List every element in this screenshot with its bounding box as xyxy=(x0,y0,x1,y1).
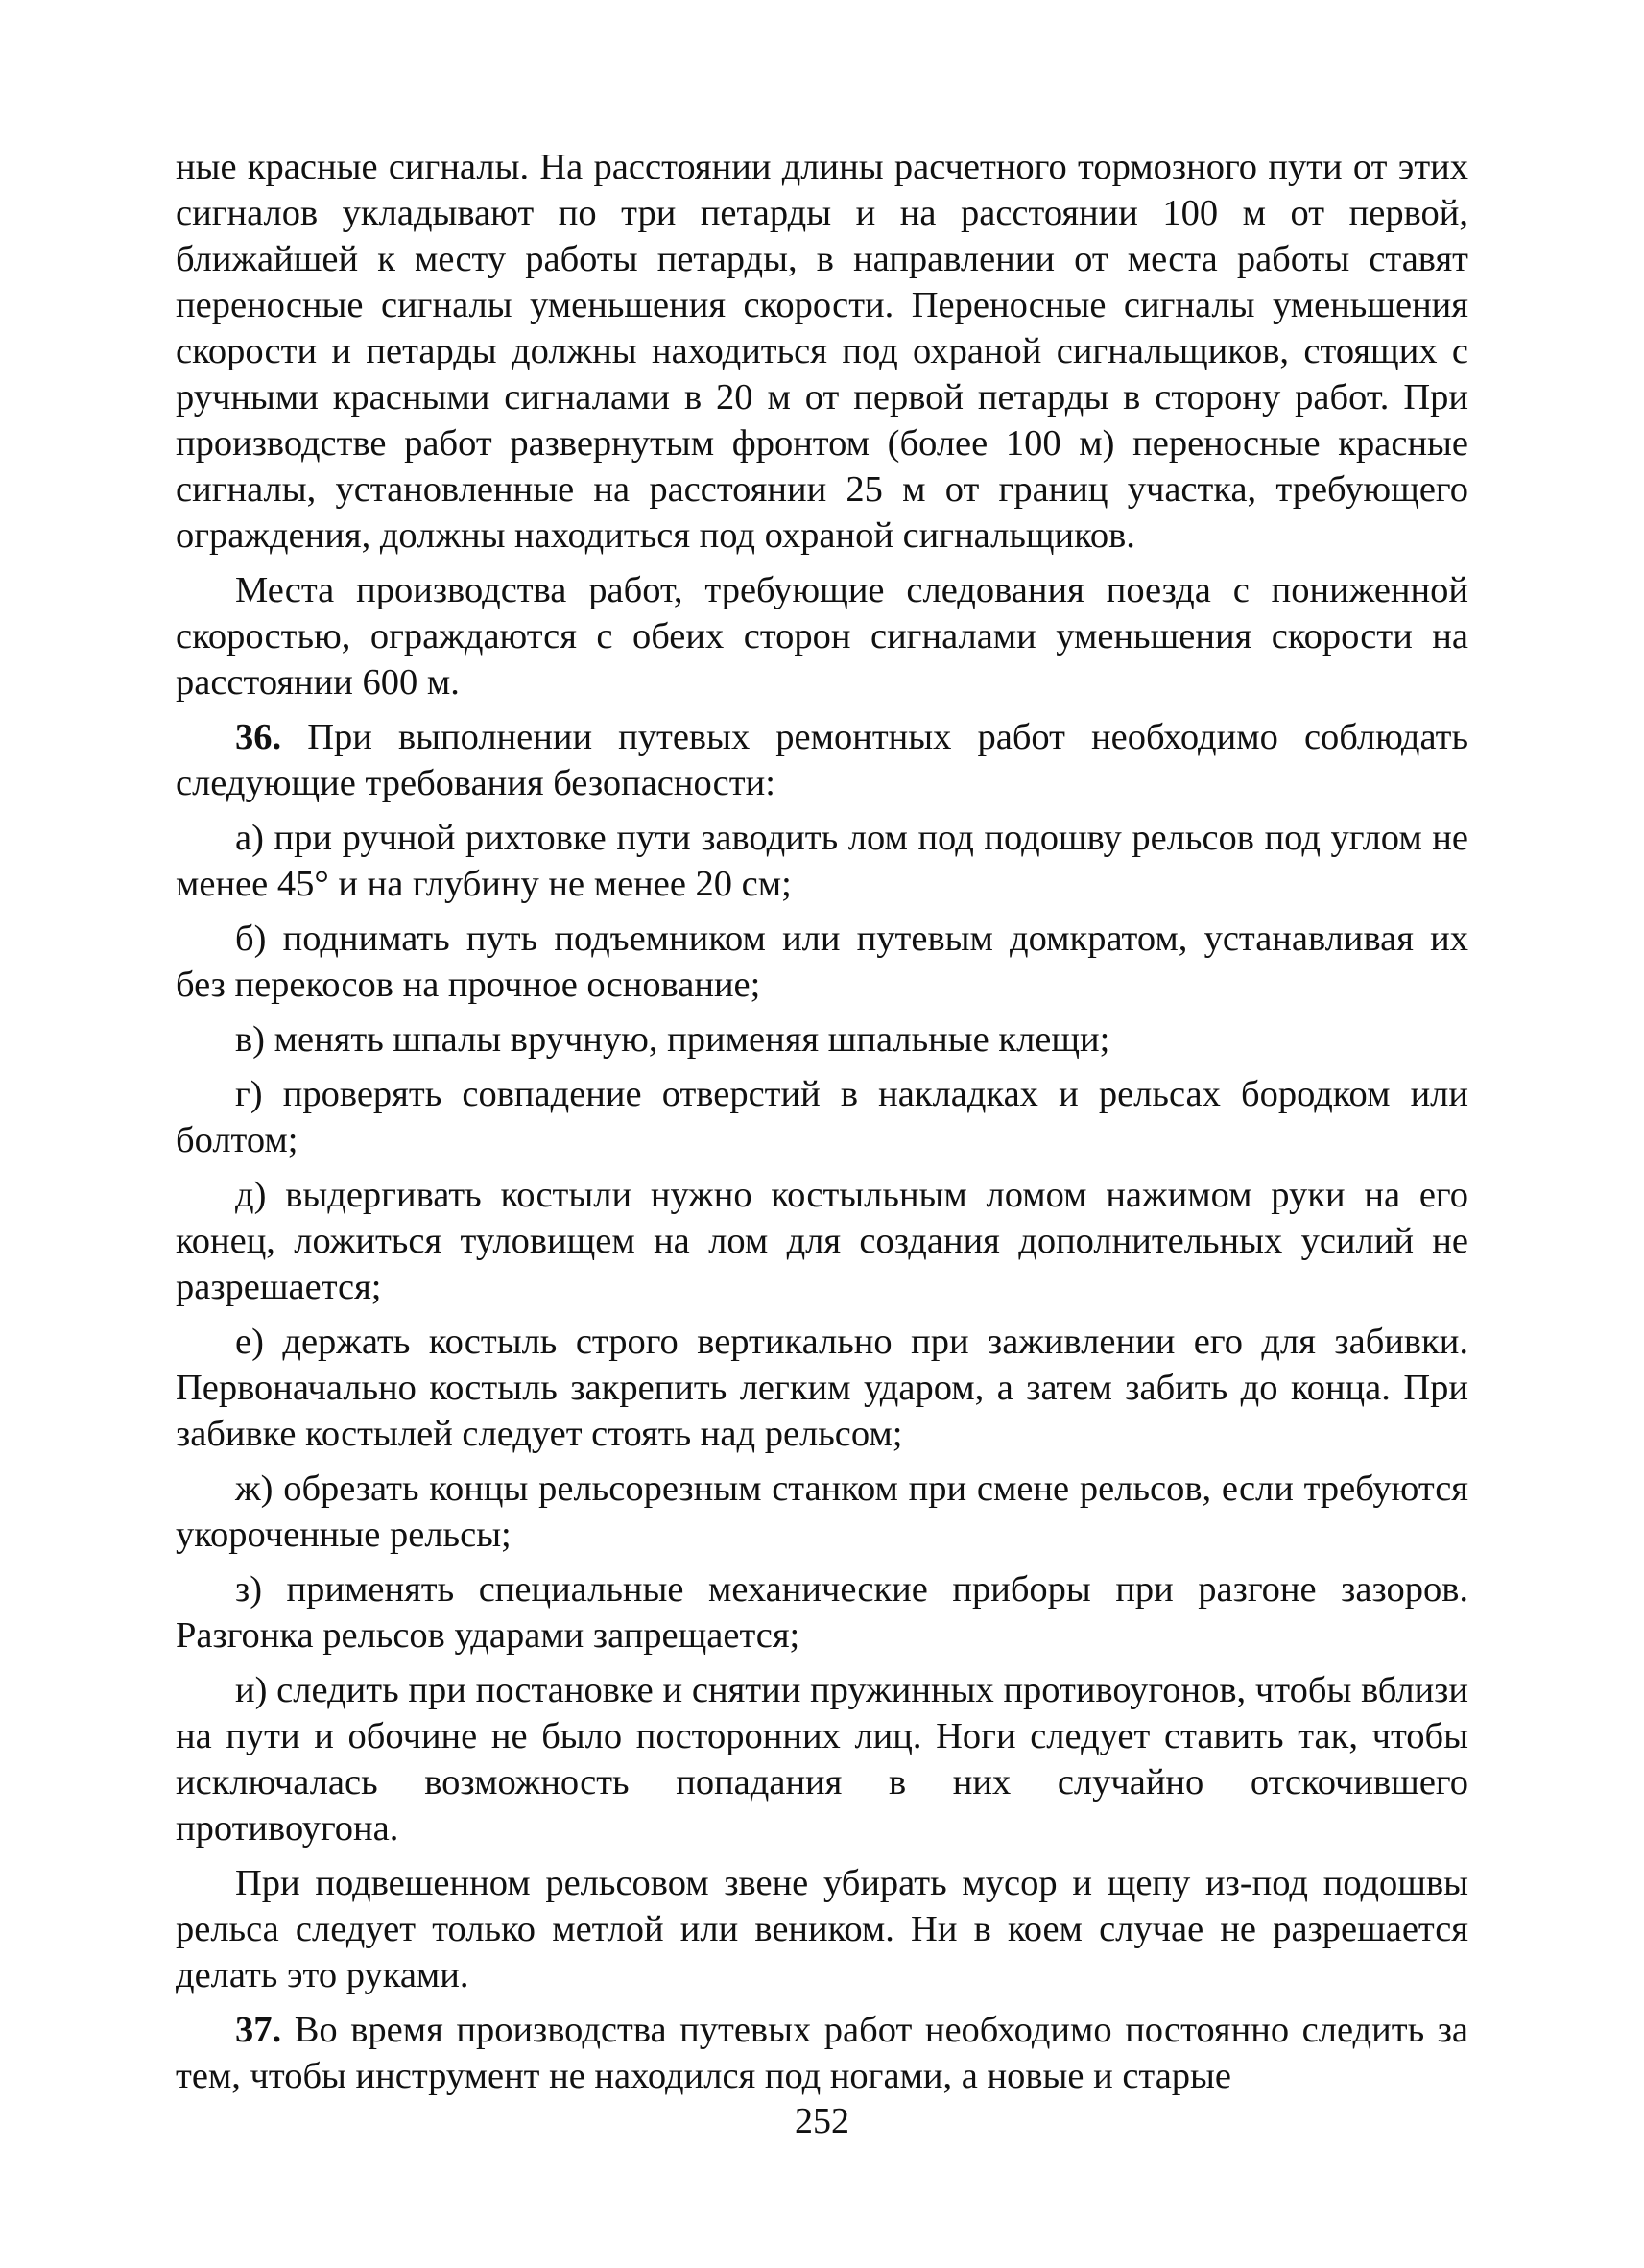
list-item-d: д) выдергивать костыли нужно костыльным ломом нажимом руки на его конец, ложиться туловищем на лом для создания дополнительных усилий не разрешается; xyxy=(176,1175,1468,1307)
list-item-a: а) при ручной рихтовке пути заводить лом под подошву рельсов под углом не менее 45° и на глубину не менее 20 см; xyxy=(176,818,1468,904)
list-item-v: в) менять шпалы вручную, применяя шпальные клещи; xyxy=(235,1019,1110,1060)
clause-number-37: 37. xyxy=(235,2010,282,2050)
paragraph-37 xyxy=(176,2007,1468,2099)
list-item-i: и) следить при постановке и снятии пружинных противоугонов, чтобы вблизи на пути и обочине не было посторонних лиц. Ноги следует ставить так, чтобы исключалась возможность попадания в них случайно отскочившего противоугона. xyxy=(176,1670,1468,1849)
list-item-e: е) держать костыль строго вертикально при заживлении его для забивки. Первоначально костыль закрепить легким ударом, а затем забить до конца. При забивке костылей следует стоять над рельсом; xyxy=(176,1322,1468,1454)
page-number: 252 xyxy=(795,2101,849,2141)
list-item-b: б) поднимать путь подъемником или путевым домкратом, устанавливая их без перекосов на прочное основание; xyxy=(176,919,1468,1005)
list-item-z: з) применять специальные механические приборы при разгоне зазоров. Разгонка рельсов ударами запрещается; xyxy=(176,1569,1468,1656)
clause-37-text: Во время производства путевых работ необходимо постоянно следить за тем, чтобы инструмент не находился под ногами, а новые и старые xyxy=(176,2010,1468,2096)
body-text xyxy=(176,144,1468,2108)
clause-number-36: 36. xyxy=(235,717,282,757)
paragraph-signals: ные красные сигналы. На расстоянии длины расчетного тормозного пути от этих сигналов укладывают по три петарды и на расстоянии 100 м от первой, ближайшей к месту работы петарды, в направлении от места работы ставят переносные сигналы уменьшения скорости. Переносные сигналы уменьшения скорости и петарды должны находиться под охраной сигнальщиков, стоящих с ручными красными сигналами в 20 м от первой петарды в сторону работ. При производстве работ развернутым фронтом (более 100 м) переносные красные сигналы, установленные на расстоянии 25 м от границ участка, требующего ограждения, должны находиться под охраной сигнальщиков. xyxy=(176,147,1468,556)
list-item-g: г) проверять совпадение отверстий в накладках и рельсах бородком или болтом; xyxy=(176,1074,1468,1160)
paragraph-reduced-speed: Места производства работ, требующие следования поезда с пониженной скоростью, ограждаются с обеих сторон сигналами уменьшения скорости на расстоянии 600 м. xyxy=(176,570,1468,703)
paragraph-36 xyxy=(176,714,1468,806)
paragraph-suspended-rail: При подвешенном рельсовом звене убирать мусор и щепу из-под подошвы рельса следует только метлой или веником. Ни в коем случае не разрешается делать это руками. xyxy=(176,1863,1468,1995)
clause-36-text: При выполнении путевых ремонтных работ необходимо соблюдать следующие требования безопасности: xyxy=(176,717,1468,803)
list-item-zh: ж) обрезать концы рельсорезным станком при смене рельсов, если требуются укороченные рельсы; xyxy=(176,1468,1468,1555)
